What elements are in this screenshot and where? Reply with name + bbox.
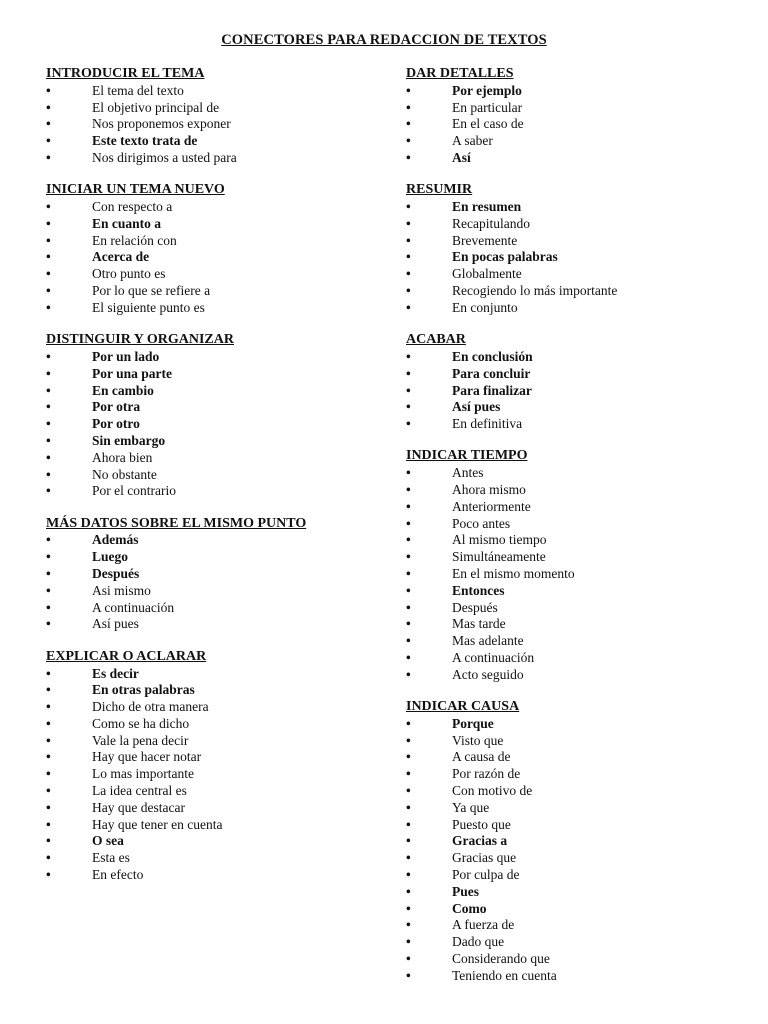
list-item: [46, 850, 386, 867]
bullet-icon: •: [406, 215, 411, 231]
list-item-text: Por ejemplo: [452, 82, 522, 98]
bullet-icon: •: [46, 549, 51, 565]
bullet-icon: •: [46, 116, 51, 132]
bullet-icon: •: [406, 850, 411, 866]
bullet-icon: •: [46, 699, 51, 715]
right-column: [406, 66, 756, 1000]
bullet-icon: •: [406, 199, 411, 215]
bullet-icon: •: [406, 382, 411, 398]
list-item: [406, 833, 756, 850]
list-item: [46, 450, 386, 467]
list-item: [406, 383, 756, 400]
bullet-icon: •: [46, 566, 51, 582]
list-item: [406, 934, 756, 951]
list-item: [46, 800, 386, 817]
bullet-icon: •: [406, 99, 411, 115]
list-item: [46, 467, 386, 484]
list-item: [46, 366, 386, 383]
list-item: [46, 783, 386, 800]
list-item-text: Con motivo de: [452, 783, 533, 799]
list-item-text: Es decir: [92, 665, 139, 681]
list-item-text: Nos dirigimos a usted para: [92, 149, 237, 165]
bullet-icon: •: [46, 283, 51, 299]
bullet-icon: •: [46, 399, 51, 415]
list-item: [406, 884, 756, 901]
bullet-icon: •: [46, 833, 51, 849]
list-item: [46, 199, 386, 216]
list-item: [406, 968, 756, 985]
list-item: [46, 416, 386, 433]
list-item: [46, 133, 386, 150]
list-item-text: En definitiva: [452, 416, 523, 432]
section-indicar-causa: [406, 699, 756, 985]
bullet-icon: •: [46, 799, 51, 815]
list-item-text: Porque: [452, 715, 494, 731]
bullet-icon: •: [406, 249, 411, 265]
bullet-icon: •: [406, 515, 411, 531]
list-item-text: O sea: [92, 833, 124, 849]
list-item-text: Visto que: [452, 732, 504, 748]
bullet-icon: •: [406, 951, 411, 967]
section-heading: INDICAR TIEMPO: [406, 448, 528, 464]
bullet-icon: •: [46, 715, 51, 731]
bullet-icon: •: [46, 449, 51, 465]
list-item: [46, 150, 386, 167]
list-item-text: Teniendo en cuenta: [452, 967, 557, 983]
list-item-text: El objetivo principal de: [92, 99, 220, 115]
bullet-icon: •: [46, 133, 51, 149]
list-item: [406, 116, 756, 133]
list-item-text: En pocas palabras: [452, 249, 558, 265]
bullet-icon: •: [406, 816, 411, 832]
list-item-text: La idea central es: [92, 783, 187, 799]
list-item-text: Recapitulando: [452, 215, 530, 231]
list-item-text: El tema del texto: [92, 82, 184, 98]
list-item-text: Con respecto a: [92, 199, 173, 215]
list-item: [46, 766, 386, 783]
list-item-text: Mas tarde: [452, 616, 506, 632]
list-item: [46, 433, 386, 450]
list-item-text: Considerando que: [452, 951, 550, 967]
list-item-text: Hay que destacar: [92, 799, 185, 815]
list-item: [406, 283, 756, 300]
bullet-icon: •: [406, 783, 411, 799]
list-item: [46, 666, 386, 683]
list-item: [406, 516, 756, 533]
list-item-text: En conjunto: [452, 299, 518, 315]
list-item-text: A continuación: [452, 650, 535, 665]
bullet-icon: •: [406, 799, 411, 815]
bullet-icon: •: [406, 650, 411, 665]
section-explicar-o-aclarar: [46, 649, 386, 884]
list-item-text: En el caso de: [452, 116, 524, 132]
list-item: [46, 349, 386, 366]
bullet-icon: •: [406, 883, 411, 899]
bullet-icon: •: [406, 732, 411, 748]
bullet-icon: •: [406, 766, 411, 782]
list-item: [406, 266, 756, 283]
list-item-text: Dado que: [452, 934, 505, 950]
list-item: [406, 901, 756, 918]
list-item-text: Acto seguido: [452, 666, 524, 682]
list-item: [406, 667, 756, 684]
bullet-icon: •: [46, 483, 51, 499]
bullet-icon: •: [406, 116, 411, 132]
bullet-icon: •: [406, 133, 411, 149]
bullet-icon: •: [406, 582, 411, 598]
bullet-icon: •: [406, 566, 411, 582]
list-item-text: Por culpa de: [452, 867, 520, 883]
list-item-text: Asi mismo: [92, 582, 151, 598]
list-item: [406, 867, 756, 884]
list-item-text: Además: [92, 532, 139, 548]
list-item-text: Anteriormente: [452, 498, 531, 514]
bullet-icon: •: [406, 348, 411, 364]
list-item-text: En otras palabras: [92, 682, 195, 698]
list-item: [406, 249, 756, 266]
bullet-icon: •: [46, 348, 51, 364]
section-heading: INTRODUCIR EL TEMA: [46, 66, 205, 81]
list-item-text: Poco antes: [452, 515, 511, 531]
bullet-icon: •: [406, 149, 411, 165]
list-item-text: En el mismo momento: [452, 566, 575, 582]
left-column: [46, 66, 386, 899]
list-item: [406, 150, 756, 167]
bullet-icon: •: [46, 149, 51, 165]
bullet-icon: •: [46, 682, 51, 698]
list-item: [46, 483, 386, 500]
list-item: [406, 366, 756, 383]
bullet-icon: •: [46, 365, 51, 381]
list-item-text: Por una parte: [92, 365, 172, 381]
list-item: [406, 716, 756, 733]
list-item-text: Por razón de: [452, 766, 521, 782]
bullet-icon: •: [46, 867, 51, 883]
list-item: [406, 482, 756, 499]
list-item: [46, 583, 386, 600]
list-item: [46, 699, 386, 716]
list-item-text: Después: [92, 566, 140, 582]
list-item-text: A causa de: [452, 749, 511, 765]
list-item-text: Así pues: [452, 399, 501, 415]
bullet-icon: •: [406, 532, 411, 548]
section-heading: MÁS DATOS SOBRE EL MISMO PUNTO: [46, 515, 307, 531]
list-item: [406, 917, 756, 934]
list-item: [46, 233, 386, 250]
list-item-text: Brevemente: [452, 232, 518, 248]
list-item: [406, 133, 756, 150]
list-item-text: No obstante: [92, 466, 157, 482]
bullet-icon: •: [406, 715, 411, 731]
list-item-text: En cambio: [92, 382, 154, 398]
list-item-text: Este texto trata de: [92, 133, 198, 149]
bullet-icon: •: [46, 665, 51, 681]
list-item-text: Por un lado: [92, 348, 160, 364]
section-distinguir-y-organizar: [46, 332, 386, 500]
document-title: CONECTORES PARA REDACCION DE TEXTOS: [221, 32, 547, 48]
section-indicar-tiempo: [406, 448, 756, 683]
bullet-icon: •: [406, 967, 411, 983]
bullet-icon: •: [46, 616, 51, 632]
list-item-text: Hay que tener en cuenta: [92, 816, 223, 832]
list-item-text: Gracias que: [452, 850, 517, 866]
list-item-text: Lo mas importante: [92, 766, 194, 782]
list-item: [406, 416, 756, 433]
list-item: [406, 199, 756, 216]
bullet-icon: •: [406, 283, 411, 299]
bullet-icon: •: [46, 816, 51, 832]
bullet-icon: •: [46, 82, 51, 98]
section-heading: RESUMIR: [406, 182, 473, 198]
list-item-text: Por otra: [92, 399, 141, 415]
list-item: [46, 532, 386, 549]
list-item: [46, 216, 386, 233]
list-item-text: En relación con: [92, 232, 177, 248]
list-item-text: Por otro: [92, 416, 140, 432]
list-item-text: Globalmente: [452, 266, 522, 282]
list-item-text: Gracias a: [452, 833, 508, 849]
list-item-text: Esta es: [92, 850, 130, 866]
bullet-icon: •: [406, 232, 411, 248]
list-item: [46, 716, 386, 733]
bullet-icon: •: [46, 732, 51, 748]
list-item: [46, 383, 386, 400]
list-item-text: Para finalizar: [452, 382, 532, 398]
bullet-icon: •: [46, 249, 51, 265]
bullet-icon: •: [406, 934, 411, 950]
list-item-text: El siguiente punto es: [92, 299, 205, 315]
list-item: [46, 749, 386, 766]
list-item: [46, 616, 386, 633]
bullet-icon: •: [46, 432, 51, 448]
bullet-icon: •: [46, 599, 51, 615]
list-item: [406, 600, 756, 617]
bullet-icon: •: [406, 266, 411, 282]
list-item-text: En resumen: [452, 199, 522, 215]
list-item: [406, 733, 756, 750]
list-item-text: Luego: [92, 549, 129, 565]
list-item-text: Mas adelante: [452, 633, 524, 649]
list-item: [46, 549, 386, 566]
bullet-icon: •: [406, 616, 411, 632]
list-item: [406, 566, 756, 583]
list-item: [406, 549, 756, 566]
list-item-text: En cuanto a: [92, 215, 162, 231]
list-item: [406, 233, 756, 250]
section-dar-detalles: [406, 66, 756, 167]
list-item: [406, 83, 756, 100]
bullet-icon: •: [406, 633, 411, 649]
bullet-icon: •: [406, 465, 411, 481]
bullet-icon: •: [46, 749, 51, 765]
bullet-icon: •: [46, 416, 51, 432]
list-item: [46, 100, 386, 117]
list-item: [406, 766, 756, 783]
list-item: [46, 116, 386, 133]
bullet-icon: •: [406, 498, 411, 514]
list-item: [406, 465, 756, 482]
bullet-icon: •: [406, 666, 411, 682]
list-item-text: Sin embargo: [92, 432, 166, 448]
list-item-text: Ahora bien: [92, 449, 153, 465]
list-item-text: Otro punto es: [92, 266, 166, 282]
list-item: [406, 650, 756, 667]
section-iniciar-un-tema-nuevo: [46, 182, 386, 316]
list-item: [46, 867, 386, 884]
section-introducir-el-tema: [46, 66, 386, 167]
list-item-text: Ya que: [452, 799, 490, 815]
bullet-icon: •: [406, 399, 411, 415]
list-item: [46, 83, 386, 100]
list-item: [406, 616, 756, 633]
list-item: [406, 783, 756, 800]
list-item-text: Simultáneamente: [452, 549, 546, 565]
list-item-text: Como: [452, 900, 487, 916]
list-item: [406, 216, 756, 233]
bullet-icon: •: [46, 783, 51, 799]
list-item-text: Así: [452, 149, 471, 165]
section-heading: EXPLICAR O ACLARAR: [46, 648, 207, 664]
list-item-text: Hay que hacer notar: [92, 749, 202, 765]
bullet-icon: •: [406, 482, 411, 498]
list-item: [406, 100, 756, 117]
list-item-text: Nos proponemos exponer: [92, 116, 231, 132]
bullet-icon: •: [46, 582, 51, 598]
section-mas-datos-sobre-el-mismo-punto: [46, 516, 386, 634]
list-item: [406, 532, 756, 549]
list-item-text: A saber: [452, 133, 493, 149]
list-item: [406, 583, 756, 600]
bullet-icon: •: [46, 232, 51, 248]
list-item-text: Como se ha dicho: [92, 715, 190, 731]
list-item-text: Ahora mismo: [452, 482, 526, 498]
bullet-icon: •: [406, 365, 411, 381]
list-item: [46, 566, 386, 583]
bullet-icon: •: [46, 215, 51, 231]
list-item-text: Puesto que: [452, 816, 511, 832]
list-item-text: Antes: [452, 465, 484, 481]
list-item-text: En particular: [452, 99, 523, 115]
bullet-icon: •: [46, 850, 51, 866]
list-item-text: A fuerza de: [452, 917, 515, 933]
bullet-icon: •: [406, 749, 411, 765]
section-heading: ACABAR: [406, 332, 466, 348]
list-item: [46, 682, 386, 699]
section-resumir: [406, 182, 756, 316]
bullet-icon: •: [406, 82, 411, 98]
list-item-text: En conclusión: [452, 348, 533, 364]
list-item: [406, 499, 756, 516]
list-item-text: Dicho de otra manera: [92, 699, 209, 715]
list-item: [406, 633, 756, 650]
bullet-icon: •: [46, 766, 51, 782]
list-item-text: Vale la pena decir: [92, 732, 189, 748]
list-item-text: A continuación: [92, 599, 175, 615]
list-item: [406, 850, 756, 867]
list-item: [46, 300, 386, 317]
bullet-icon: •: [406, 867, 411, 883]
list-item: [46, 283, 386, 300]
list-item: [46, 833, 386, 850]
bullet-icon: •: [406, 549, 411, 565]
list-item-text: Acerca de: [92, 249, 150, 265]
bullet-icon: •: [46, 466, 51, 482]
bullet-icon: •: [46, 266, 51, 282]
list-item-text: En efecto: [92, 867, 144, 883]
section-acabar: [406, 332, 756, 433]
list-item-text: Para concluir: [452, 365, 531, 381]
list-item: [406, 817, 756, 834]
list-item: [46, 817, 386, 834]
list-item: [46, 399, 386, 416]
list-item: [406, 399, 756, 416]
list-item: [46, 266, 386, 283]
list-item-text: Al mismo tiempo: [452, 532, 547, 548]
bullet-icon: •: [406, 416, 411, 432]
list-item: [46, 600, 386, 617]
list-item: [406, 300, 756, 317]
section-heading: DAR DETALLES: [406, 66, 514, 81]
list-item-text: Recogiendo lo más importante: [452, 283, 618, 299]
list-item-text: Después: [452, 599, 498, 615]
bullet-icon: •: [46, 199, 51, 215]
list-item: [46, 733, 386, 750]
section-heading: INDICAR CAUSA: [406, 699, 520, 715]
bullet-icon: •: [46, 99, 51, 115]
list-item: [46, 249, 386, 266]
section-heading: DISTINGUIR Y ORGANIZAR: [46, 332, 234, 348]
list-item: [406, 349, 756, 366]
list-item: [406, 749, 756, 766]
bullet-icon: •: [46, 532, 51, 548]
list-item-text: Así pues: [92, 616, 139, 632]
list-item: [406, 800, 756, 817]
bullet-icon: •: [406, 917, 411, 933]
list-item-text: Entonces: [452, 582, 505, 598]
bullet-icon: •: [46, 299, 51, 315]
bullet-icon: •: [46, 382, 51, 398]
bullet-icon: •: [406, 833, 411, 849]
bullet-icon: •: [406, 599, 411, 615]
list-item-text: Pues: [452, 883, 479, 899]
list-item-text: Por el contrario: [92, 483, 176, 499]
bullet-icon: •: [406, 299, 411, 315]
list-item-text: Por lo que se refiere a: [92, 283, 211, 299]
section-heading: INICIAR UN TEMA NUEVO: [46, 182, 225, 198]
bullet-icon: •: [406, 900, 411, 916]
list-item: [406, 951, 756, 968]
